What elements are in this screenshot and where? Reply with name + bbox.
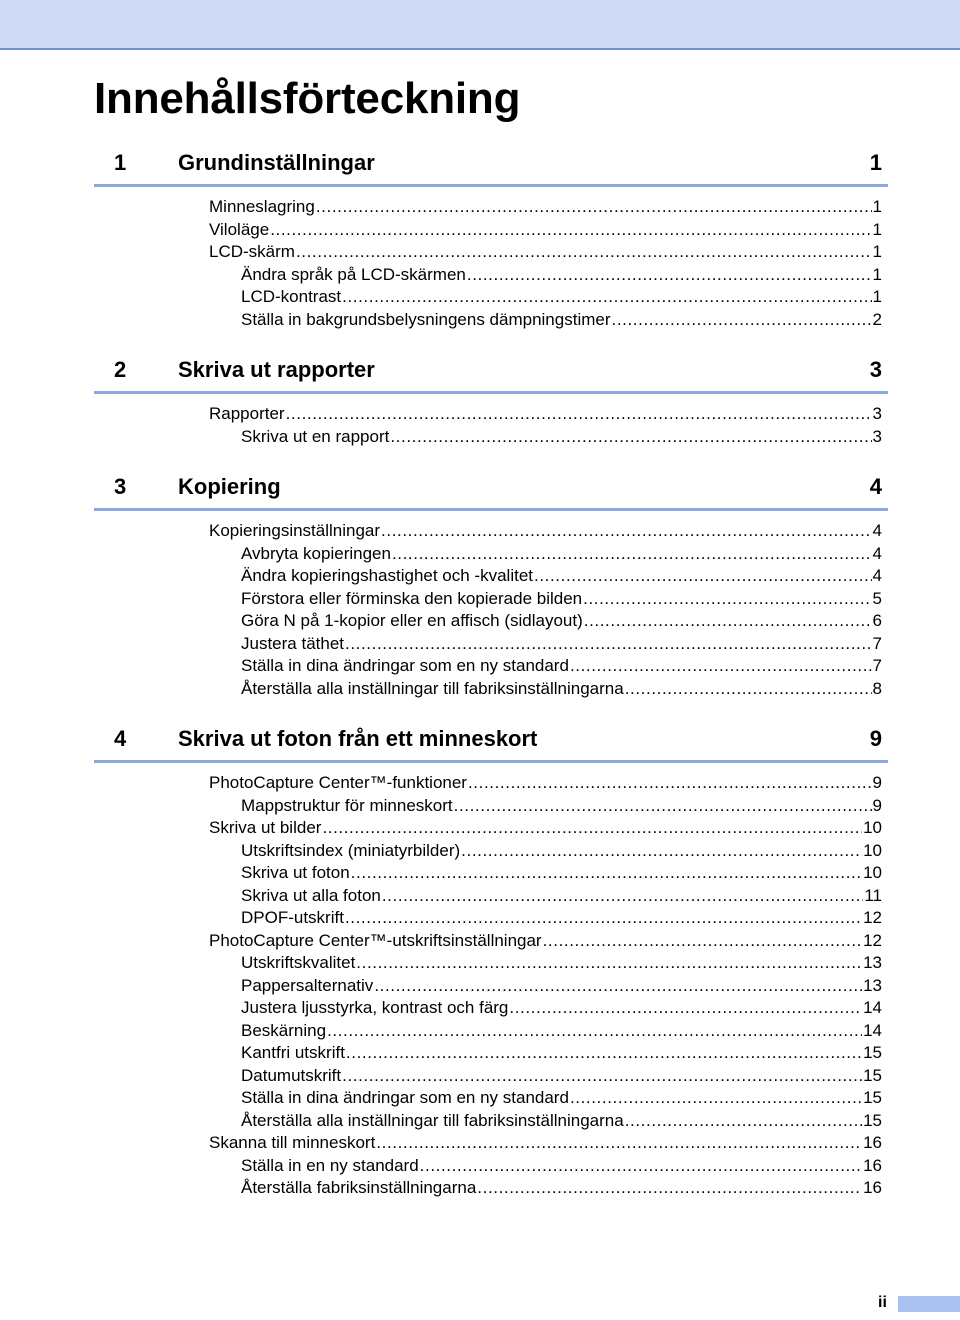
page-title: Innehållsförteckning [94, 74, 521, 123]
toc-entry-page: 13 [863, 953, 882, 972]
toc-entry-page: 4 [872, 543, 882, 563]
toc-entry-title: Ställa in dina ändringar som en ny standard [241, 1088, 569, 1107]
toc-entry-title: Kantfri utskrift [241, 1043, 345, 1062]
dot-leader [316, 196, 872, 219]
dot-leader [374, 975, 862, 998]
toc-entry-page: 10 [863, 840, 882, 860]
chapter-heading[interactable] [94, 150, 888, 187]
toc-entry[interactable] [94, 772, 888, 795]
dot-leader [467, 264, 872, 287]
toc-entry-page: 10 [863, 818, 882, 837]
chapter-number: 3 [114, 474, 127, 499]
dot-leader [345, 633, 872, 656]
dot-leader [534, 565, 872, 588]
toc-entry-page: 10 [863, 863, 882, 882]
toc-entry[interactable] [94, 588, 888, 611]
toc-entry-page: 3 [872, 426, 882, 446]
toc-entry-title: Utskriftsindex (miniatyrbilder) [241, 840, 461, 860]
dot-leader [509, 997, 862, 1020]
toc-entry-page: 14 [863, 1020, 882, 1040]
toc-entry-page: 6 [872, 611, 882, 630]
toc-entry[interactable] [94, 1087, 888, 1110]
toc-entry-page: 1 [872, 219, 882, 239]
dot-leader [356, 952, 862, 975]
toc-entry-list [94, 403, 888, 448]
chapter-number: 4 [114, 726, 127, 751]
toc-entry[interactable] [94, 795, 888, 818]
toc-entry-page: 7 [872, 656, 882, 675]
toc-entry[interactable] [94, 840, 888, 863]
toc-entry-page: 3 [872, 404, 882, 423]
toc-entry-title: Återställa fabriksinställningarna [241, 1178, 477, 1197]
toc-entry-title: LCD-skärm [209, 242, 295, 261]
toc-entry[interactable] [94, 610, 888, 633]
dot-leader [625, 678, 872, 701]
dot-leader [454, 795, 872, 818]
toc-entry-page: 2 [872, 309, 882, 329]
toc-entry[interactable] [94, 975, 888, 998]
toc-entry-page: 16 [863, 1178, 882, 1197]
toc-entry-title: Viloläge [209, 219, 270, 239]
toc-entry-title: Avbryta kopieringen [241, 543, 391, 563]
toc-entry-title: Återställa alla inställningar till fabriksinställningarna [241, 1110, 624, 1130]
dot-leader [346, 1042, 862, 1065]
toc-entry-title: Ställa in en ny standard [241, 1155, 419, 1175]
chapter-3 [94, 474, 888, 700]
chapter-title: Skriva ut foton från ett minneskort [178, 726, 538, 751]
toc-entry-title: DPOF-utskrift [241, 908, 344, 927]
toc-entry-title: Förstora eller förminska den kopierade bilden [241, 588, 583, 608]
toc-entry[interactable] [94, 997, 888, 1020]
toc-entry-title: PhotoCapture Center™-funktioner [209, 773, 467, 792]
toc-entry-title: Rapporter [209, 404, 285, 423]
chapter-number: 2 [114, 357, 127, 382]
footer-tab [898, 1296, 960, 1312]
toc-entry-page: 16 [863, 1155, 882, 1175]
toc-entry[interactable] [94, 907, 888, 930]
toc-entry-title: Skriva ut en rapport [241, 426, 390, 446]
toc-entry[interactable] [94, 286, 888, 309]
dot-leader [477, 1177, 862, 1200]
toc-entry-title: Pappersalternativ [241, 975, 374, 995]
toc-entry-page: 15 [863, 1043, 882, 1062]
toc-entry[interactable] [94, 426, 888, 449]
toc-entry[interactable] [94, 196, 888, 219]
toc-entry-title: Skriva ut alla foton [241, 885, 381, 905]
dot-leader [270, 219, 871, 242]
chapter-number: 1 [114, 150, 127, 175]
toc-entry-title: Ändra språk på LCD-skärmen [241, 264, 466, 284]
toc-entry[interactable] [94, 678, 888, 701]
toc-entry-page: 12 [863, 930, 882, 950]
toc-entry-page: 14 [863, 998, 882, 1017]
toc-entry[interactable] [94, 930, 888, 953]
toc-entry-title: Återställa alla inställningar till fabriksinställningarna [241, 678, 624, 698]
dot-leader [327, 1020, 862, 1043]
toc-entry[interactable] [94, 219, 888, 242]
toc-entry-title: Skriva ut bilder [209, 818, 322, 837]
toc-entry-page: 4 [872, 521, 882, 540]
toc-entry-title: Ställa in dina ändringar som en ny standard [241, 656, 569, 675]
header-band [0, 0, 960, 50]
toc-entry-page: 1 [872, 287, 882, 306]
toc-entry[interactable] [94, 241, 888, 264]
dot-leader [543, 930, 862, 953]
toc-entry-page: 9 [872, 795, 882, 815]
chapter-heading[interactable] [94, 474, 888, 511]
toc-entry-page: 16 [863, 1133, 882, 1152]
chapter-title: Kopiering [178, 474, 281, 499]
toc-entry-page: 15 [863, 1110, 882, 1130]
dot-leader [381, 520, 871, 543]
chapter-4 [94, 726, 888, 1200]
toc-entry-title: Skriva ut foton [241, 863, 350, 882]
toc-entry-title: PhotoCapture Center™-utskriftsinställningar [209, 930, 542, 950]
toc-entry-title: Beskärning [241, 1020, 327, 1040]
toc-entry-list [94, 772, 888, 1200]
toc-entry-page: 1 [872, 197, 882, 216]
dot-leader [322, 817, 862, 840]
toc-entry[interactable] [94, 862, 888, 885]
toc-entry-page: 1 [872, 264, 882, 284]
toc-entry-page: 15 [863, 1065, 882, 1085]
toc-entry-page: 11 [864, 885, 882, 905]
toc-entry-title: Justera täthet [241, 633, 345, 653]
toc-entry[interactable] [94, 543, 888, 566]
toc-entry[interactable] [94, 1132, 888, 1155]
toc-entry-page: 9 [872, 773, 882, 792]
toc-entry-title: Mappstruktur för minneskort [241, 795, 453, 815]
toc-entry[interactable] [94, 1020, 888, 1043]
chapter-title: Grundinställningar [178, 150, 375, 175]
toc-entry[interactable] [94, 817, 888, 840]
chapter-page: 4 [869, 474, 882, 499]
chapter-1 [94, 150, 888, 331]
dot-leader [468, 772, 872, 795]
chapter-page: 9 [869, 726, 882, 751]
dot-leader [584, 610, 872, 633]
toc-entry-title: Justera ljusstyrka, kontrast och färg [241, 998, 509, 1017]
dot-leader [342, 286, 871, 309]
toc-entry-title: Kopieringsinställningar [209, 521, 381, 540]
toc-entry-list [94, 196, 888, 331]
dot-leader [570, 655, 872, 678]
toc-entry-page: 12 [863, 908, 882, 927]
chapter-2 [94, 357, 888, 448]
toc-entry[interactable] [94, 1110, 888, 1133]
dot-leader [570, 1087, 862, 1110]
toc-entry-page: 4 [872, 566, 882, 585]
dot-leader [420, 1155, 862, 1178]
dot-leader [376, 1132, 862, 1155]
toc-entry-title: Utskriftskvalitet [241, 953, 356, 972]
dot-leader [625, 1110, 862, 1133]
dot-leader [390, 426, 871, 449]
toc-entry-title: Minneslagring [209, 197, 315, 216]
toc-entry[interactable] [94, 403, 888, 426]
dot-leader [583, 588, 871, 611]
toc-entry-title: LCD-kontrast [241, 287, 342, 306]
toc-entry[interactable] [94, 264, 888, 287]
page-number: ii [878, 1294, 887, 1311]
toc-entry-title: Skanna till minneskort [209, 1133, 376, 1152]
toc-entry[interactable] [94, 655, 888, 678]
chapter-heading[interactable] [94, 726, 888, 763]
toc-entry[interactable] [94, 633, 888, 656]
toc-entry-list [94, 520, 888, 700]
toc-entry[interactable] [94, 565, 888, 588]
toc-entry-page: 8 [872, 678, 882, 698]
table-of-contents [94, 150, 888, 1226]
dot-leader [351, 862, 862, 885]
toc-entry-page: 7 [872, 633, 882, 653]
dot-leader [286, 403, 872, 426]
dot-leader [612, 309, 872, 332]
toc-entry[interactable] [94, 1155, 888, 1178]
toc-entry[interactable] [94, 1177, 888, 1200]
toc-entry[interactable] [94, 1042, 888, 1065]
dot-leader [345, 907, 862, 930]
toc-entry[interactable] [94, 309, 888, 332]
chapter-page: 1 [869, 150, 882, 175]
toc-entry-page: 5 [872, 588, 882, 608]
toc-entry-page: 1 [872, 242, 882, 261]
dot-leader [342, 1065, 862, 1088]
toc-entry[interactable] [94, 952, 888, 975]
toc-entry-title: Ställa in bakgrundsbelysningens dämpningstimer [241, 309, 611, 329]
toc-entry[interactable] [94, 520, 888, 543]
toc-entry-title: Ändra kopieringshastighet och -kvalitet [241, 566, 533, 585]
toc-entry-title: Datumutskrift [241, 1065, 342, 1085]
toc-entry-title: Göra N på 1-kopior eller en affisch (sidlayout) [241, 611, 583, 630]
toc-entry-page: 15 [863, 1088, 882, 1107]
chapter-heading[interactable] [94, 357, 888, 394]
chapter-page: 3 [869, 357, 882, 382]
toc-entry[interactable] [94, 1065, 888, 1088]
toc-entry[interactable] [94, 885, 888, 908]
dot-leader [392, 543, 872, 566]
dot-leader [461, 840, 862, 863]
dot-leader [296, 241, 872, 264]
chapter-title: Skriva ut rapporter [178, 357, 375, 382]
dot-leader [382, 885, 863, 908]
toc-entry-page: 13 [863, 975, 882, 995]
